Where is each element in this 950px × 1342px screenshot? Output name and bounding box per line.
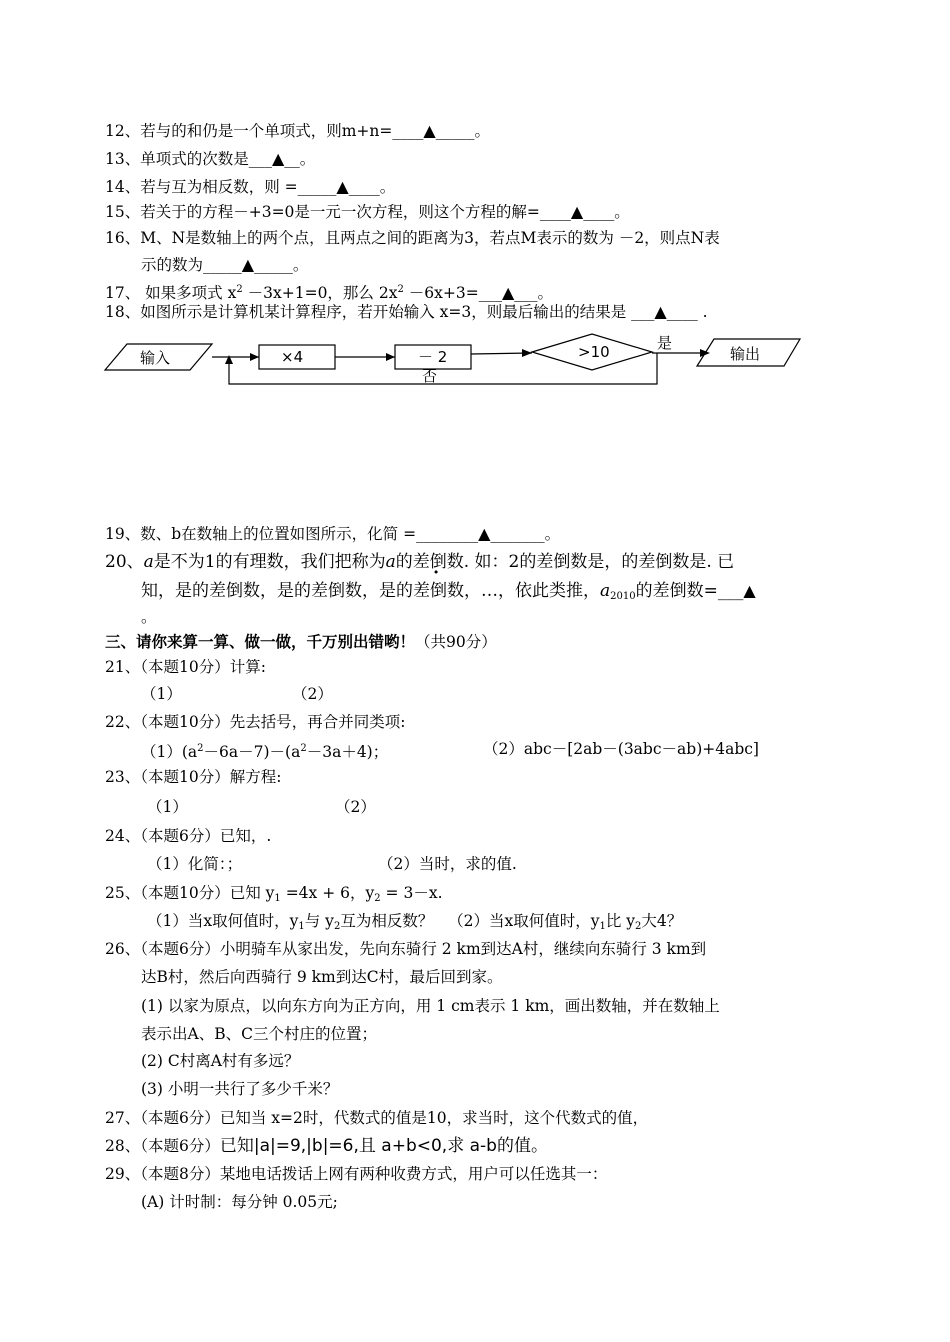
question-20-end: 。 bbox=[141, 608, 157, 626]
question-20-line2: 知，是的差倒数，是的差倒数，是的差倒数，…，依此类推，$a_{2010}$的差倒数=___▲ bbox=[141, 581, 756, 602]
question-24-part2: （2）当时，求的值. bbox=[378, 855, 517, 873]
question-26-part3: (3) 小明一共行了多少千米？ bbox=[141, 1080, 339, 1098]
question-18: 18、如图所示是计算机某计算程序，若开始输入 x=3，则最后输出的结果是 ___▲____ . bbox=[105, 302, 708, 321]
question-23-part1: （1） bbox=[147, 798, 188, 816]
question-23-heading: 23、（本题10分）解方程: bbox=[105, 768, 282, 786]
question-22-part2: （2）abc－[2ab－(3abc－ab)+4abc] bbox=[483, 740, 759, 758]
question-29-line1: 29、（本题8分）某地电话拨话上网有两种收费方式，用户可以任选其一： bbox=[105, 1165, 608, 1183]
no-label: 否 bbox=[422, 367, 438, 385]
arrow-head bbox=[225, 355, 233, 364]
question-24-part1: （1）化简：； bbox=[147, 855, 243, 873]
triangle-marker: ▲ bbox=[241, 255, 255, 274]
triangle-marker: ▲ bbox=[271, 149, 285, 168]
triangle-marker: ▲ bbox=[423, 121, 436, 140]
question-21-part1: （1） bbox=[141, 685, 182, 703]
question-16-line2: 示的数为_____▲_____。 bbox=[141, 255, 309, 274]
question-28: 28、（本题6分）已知|a|=9,|b|=6,且 a+b<0,求 a-b的值。 bbox=[105, 1136, 548, 1156]
question-14: 14、若与互为相反数，则 =_____▲____。 bbox=[105, 177, 396, 196]
emphasized-term: 差倒数 bbox=[412, 552, 464, 572]
multiply-label: ×4 bbox=[281, 348, 304, 366]
question-17: 17、 如果多项式 $x^2 -3x+1=0$，那么 $2x^2$ －6x+3=___▲___。 bbox=[105, 283, 554, 302]
arrow-head bbox=[522, 349, 532, 357]
question-21-heading: 21、（本题10分）计算: bbox=[105, 658, 266, 676]
question-24-heading: 24、（本题6分）已知，. bbox=[105, 827, 272, 845]
yes-label: 是 bbox=[657, 334, 673, 352]
question-12: 12、若与的和仍是一个单项式，则m+n=____▲_____。 bbox=[105, 121, 490, 140]
question-26-part1: (1) 以家为原点，以向东方向为正方向，用 1 cm表示 1 km，画出数轴，并在数轴上 bbox=[141, 997, 720, 1015]
flowchart bbox=[0, 325, 950, 400]
question-27: 27、（本题6分）已知当 x=2时，代数式的值是10，求当时，这个代数式的值， bbox=[105, 1109, 649, 1127]
question-26-line1: 26、（本题6分）小明骑车从家出发，先向东骑行 2 km到达A村，继续向东骑行 3 km到 bbox=[105, 940, 707, 958]
arrow-head bbox=[250, 353, 259, 361]
section-3-heading: 三、请你来算一算、做一做，千万别出错哟！（共90分） bbox=[105, 633, 497, 651]
question-26-line2: 达B村，然后向西骑行 9 km到达C村，最后回到家。 bbox=[141, 968, 503, 986]
arrow-head bbox=[386, 353, 395, 361]
triangle-marker: ▲ bbox=[743, 581, 756, 600]
arrow-head bbox=[700, 349, 710, 357]
question-20-line1: 20、a是不为1的有理数，我们把称为a的差倒数. 如：2的差倒数是，的差倒数是. 已 bbox=[105, 552, 735, 572]
question-19: 19、数、b在数轴上的位置如图所示，化简 =________▲_______。 bbox=[105, 524, 561, 543]
question-26-part2: (2) C村离A村有多远？ bbox=[141, 1052, 300, 1070]
question-21-part2: （2） bbox=[292, 685, 333, 703]
question-15: 15、若关于的方程－+3=0是一元一次方程，则这个方程的解=____▲____。 bbox=[105, 202, 630, 221]
question-25-heading: 25、（本题10分）已知 $y_1 =4x + 6$，$y_2 = 3-x$. bbox=[105, 884, 443, 904]
question-13: 13、单项式的次数是___▲__。 bbox=[105, 149, 316, 168]
question-22-part1: $(1)(a^2-6a-7)-(a^2-3a+4)$； bbox=[141, 743, 389, 761]
condition-label: >10 bbox=[578, 343, 610, 361]
question-29-option-a: (A) 计时制：每分钟 0.05元; bbox=[141, 1193, 338, 1211]
triangle-marker: ▲ bbox=[336, 177, 349, 196]
question-25-parts: （1）当x取何值时，$y_1$与 $y_2$互为相反数？ （2）当x取何值时，$y_1$比 $y_2$大4？ bbox=[147, 912, 683, 932]
question-26-part1-cont: 表示出A、B、C三个村庄的位置； bbox=[141, 1025, 377, 1043]
output-label: 输出 bbox=[730, 345, 761, 363]
question-22-heading: 22、（本题10分）先去括号，再合并同类项: bbox=[105, 713, 406, 731]
question-16-line1: 16、M、N是数轴上的两个点，且两点之间的距离为3，若点M表示的数为 －2，则点N表 bbox=[105, 229, 720, 247]
input-label: 输入 bbox=[140, 349, 171, 367]
triangle-marker: ▲ bbox=[654, 302, 667, 321]
triangle-marker: ▲ bbox=[478, 524, 491, 543]
triangle-marker: ▲ bbox=[501, 283, 515, 302]
subtract-label: － 2 bbox=[418, 348, 448, 366]
triangle-marker: ▲ bbox=[570, 202, 584, 221]
question-23-part2: （2） bbox=[335, 798, 376, 816]
